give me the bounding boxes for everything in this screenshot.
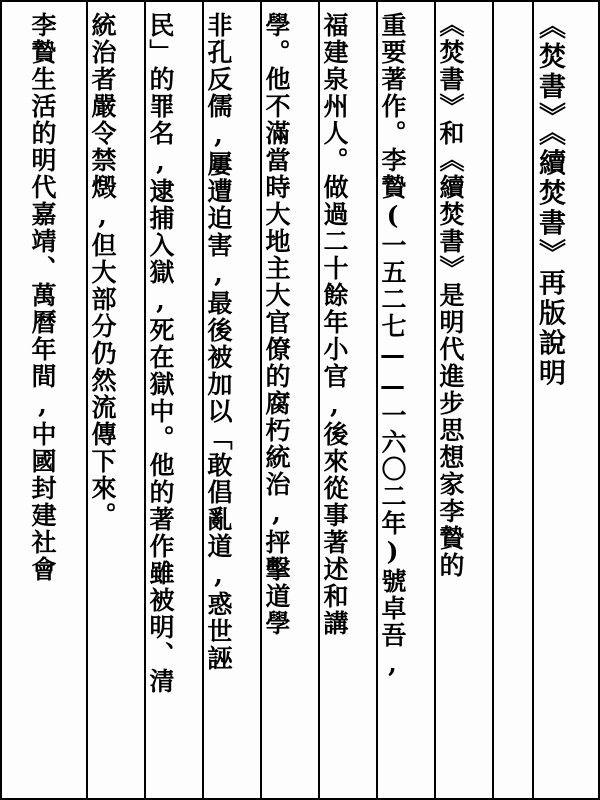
body-text-8: 李贄生活的明代嘉靖、萬曆年間,中國封建社會: [28, 12, 57, 583]
column-line-3: [318, 2, 376, 798]
body-text-1: 《焚書》和《續焚書》是明代進步思想家李贄的: [436, 12, 465, 579]
column-line-4: [260, 2, 318, 798]
body-text-3: 福建泉州人。做過二十餘年小官,後來從事著述和講: [320, 12, 349, 637]
body-text-7: 統治者嚴令禁燬,但大部分仍然流傳下來。: [88, 12, 117, 529]
body-text-4: 學。他不滿當時大地主大官僚的腐朽統治,抨擊道學: [262, 12, 291, 637]
column-line-5: [202, 2, 260, 798]
column-line-1: [434, 2, 492, 798]
column-blank-1: [492, 2, 532, 798]
vertical-text-columns: [2, 2, 598, 798]
column-line-7: [86, 2, 144, 798]
body-text-5: 非孔反儒,屢遭迫害,最後被加以「敢倡亂道,惑世誣: [204, 12, 233, 672]
body-text-6: 民」的罪名,逮捕入獄,死在獄中。他的著作雖被明、清: [146, 12, 175, 695]
column-line-6: [144, 2, 202, 798]
title-text: 《焚書》《續焚書》再版說明: [534, 12, 565, 389]
body-text-2: 重要著作。李贄(一五二七——一六〇二年)號卓吾,: [378, 12, 407, 680]
column-title: [532, 2, 598, 798]
column-line-2: [376, 2, 434, 798]
column-line-8: [28, 2, 86, 798]
